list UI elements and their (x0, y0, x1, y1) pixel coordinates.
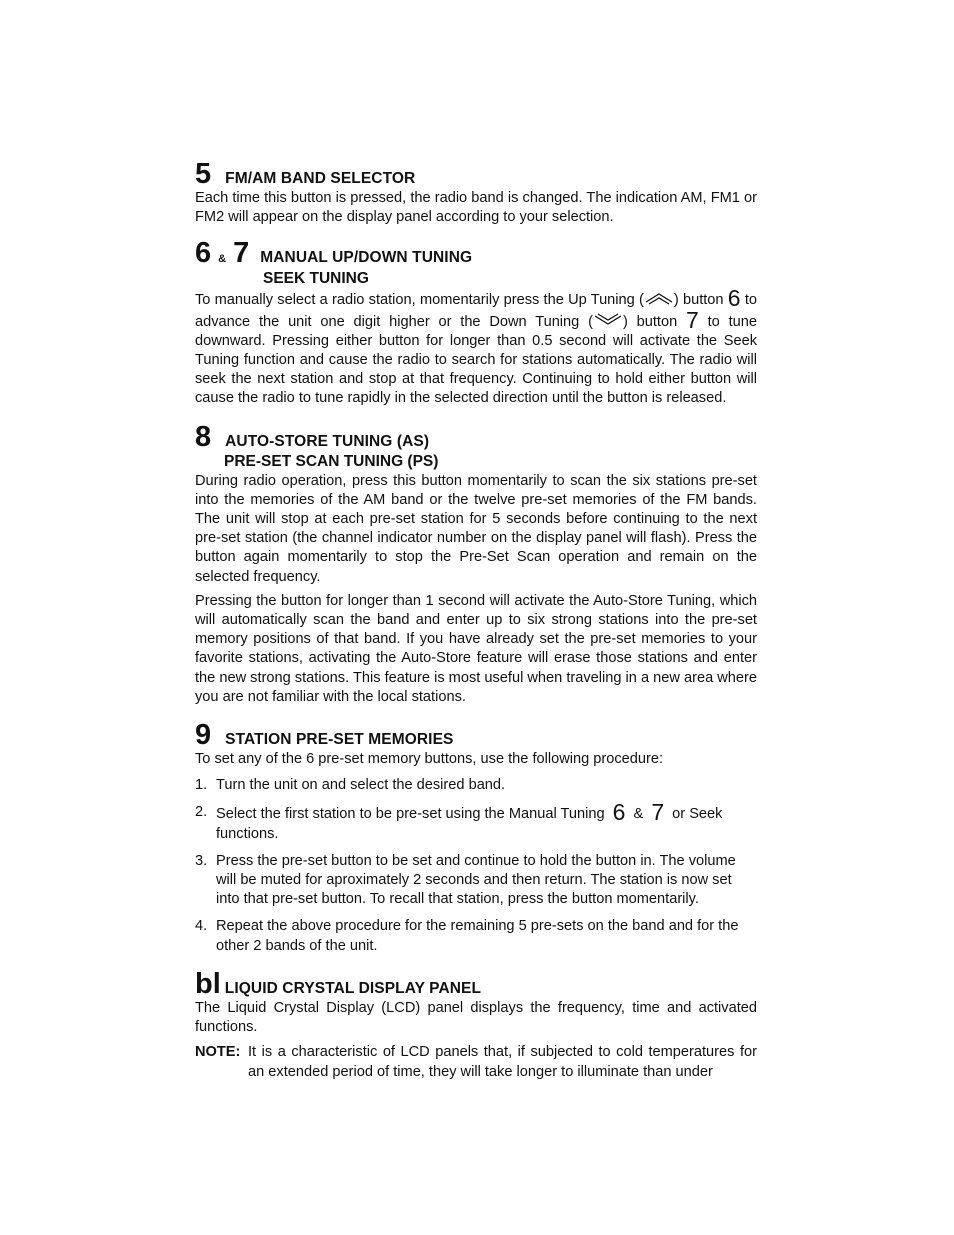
section-body: The Liquid Crystal Display (LCD) panel displays the frequency, time and activated functions. (195, 999, 757, 1036)
section-heading (195, 160, 757, 189)
item-text-part: or Seek functions. (216, 806, 723, 842)
section-body: Each time this button is pressed, the radio band is changed. The indication AM, FM1 or FM2 will appear on the display panel according to your selection. (195, 190, 757, 226)
section-subtitle: SEEK TUNING (263, 270, 369, 288)
section-number: 9 (195, 719, 212, 752)
section-5 (195, 160, 757, 227)
section-title: MANUAL UP/DOWN TUNING (260, 249, 473, 267)
down-chevron-icon (593, 313, 623, 327)
content (195, 160, 757, 1082)
list-item (195, 917, 757, 955)
section-heading (195, 420, 757, 453)
section-9 (195, 721, 757, 956)
section-intro: To set any of the 6 pre-set memory buttons, use the following procedure: (195, 751, 664, 768)
section-8 (195, 420, 757, 707)
procedure-list (195, 776, 757, 956)
section-body: Pressing the button for longer than 1 second will activate the Auto-Store Tuning, which will automatically scan the band and enter up to six strong stations into the pre-set memory positions of that band. If you have already set the pre-set memories to your favorite stations, activating the Auto-Store feature will erase those stations and enter the new strong stations. This feature is most useful when traveling in a new area where you are not familiar with the local stations. (195, 592, 757, 705)
note-text: It is a characteristic of LCD panels that, if subjected to cold temperatures for an extended period of time, they will take longer to illuminate than under (248, 1044, 757, 1080)
section-heading (195, 967, 757, 1000)
section-title: LIQUID CRYSTAL DISPLAY PANEL (224, 979, 482, 997)
section-number: bl (195, 967, 221, 1000)
button-ref-6: 6 (612, 799, 626, 826)
section-number: 6 (195, 237, 212, 270)
up-chevron-icon (644, 291, 674, 305)
note-label: NOTE: (195, 1044, 241, 1061)
item-number: 3. (195, 852, 208, 869)
item-text: Press the pre-set button to be set and continue to hold the button in. The volume will be muted for aproximately 2 seconds and then return. The station is now set into that pre-set button. To recall that station, press the button momentarily. (216, 852, 736, 908)
section-title: STATION PRE-SET MEMORIES (225, 731, 454, 749)
item-number: 4. (195, 918, 208, 935)
item-text: Turn the unit on and select the desired band. (216, 777, 506, 794)
section-number: 8 (195, 420, 212, 453)
body-text: to tune downward. Pressing either button for longer than 0.5 second will activate the Seek Tuning function and cause the radio to search for stations automatically. The radio will seek the next station and stop at that frequency. Continuing to hold either button will cause the radio to tune rapidly in the selected direction until the button is released. (195, 313, 758, 407)
item-number: 1. (195, 777, 208, 794)
ampersand: & (633, 806, 644, 823)
list-item (195, 852, 757, 910)
section-title: AUTO-STORE TUNING (AS) (225, 432, 430, 450)
section-heading (195, 239, 757, 269)
section-body (195, 285, 758, 408)
button-ref-7: 7 (651, 799, 665, 826)
ampersand: & (218, 253, 227, 266)
section-lcd (195, 967, 757, 1082)
list-item (195, 799, 757, 843)
button-ref-6: 6 (727, 285, 741, 312)
section-number: 5 (195, 158, 212, 190)
body-text: ) button (622, 313, 678, 330)
list-item (195, 776, 757, 795)
section-title: FM/AM BAND SELECTOR (225, 170, 416, 187)
item-text-part: Select the first station to be pre-set using the Manual Tuning (216, 806, 605, 823)
section-number: 7 (233, 237, 250, 270)
section-body: During radio operation, press this button momentarily to scan the six stations pre-set into the memories of the AM band or the twelve pre-set memories of the FM bands. The unit will stop at each pre-set station for 5 seconds before continuing to the next pre-set station (the channel indicator number on the display panel will flash). Press the button again momentarily to stop the Pre-Set Scan operation and remain on the selected frequency. (195, 472, 757, 585)
body-text: to advance the unit one digit higher or the Down Tuning ( (195, 292, 757, 330)
section-subtitle: PRE-SET SCAN TUNING (PS) (224, 452, 439, 470)
body-text: To manually select a radio station, momentarily press the Up Tuning ( (195, 292, 644, 309)
item-text: Repeat the above procedure for the remaining 5 pre-sets on the band and for the other 2 bands of the unit. (216, 918, 739, 954)
body-text: ) button (673, 292, 724, 309)
button-ref-7: 7 (686, 306, 699, 333)
section-heading (195, 721, 757, 750)
item-text (216, 799, 757, 843)
note (195, 1043, 757, 1081)
section-6-7 (195, 239, 757, 408)
item-number: 2. (195, 804, 208, 821)
